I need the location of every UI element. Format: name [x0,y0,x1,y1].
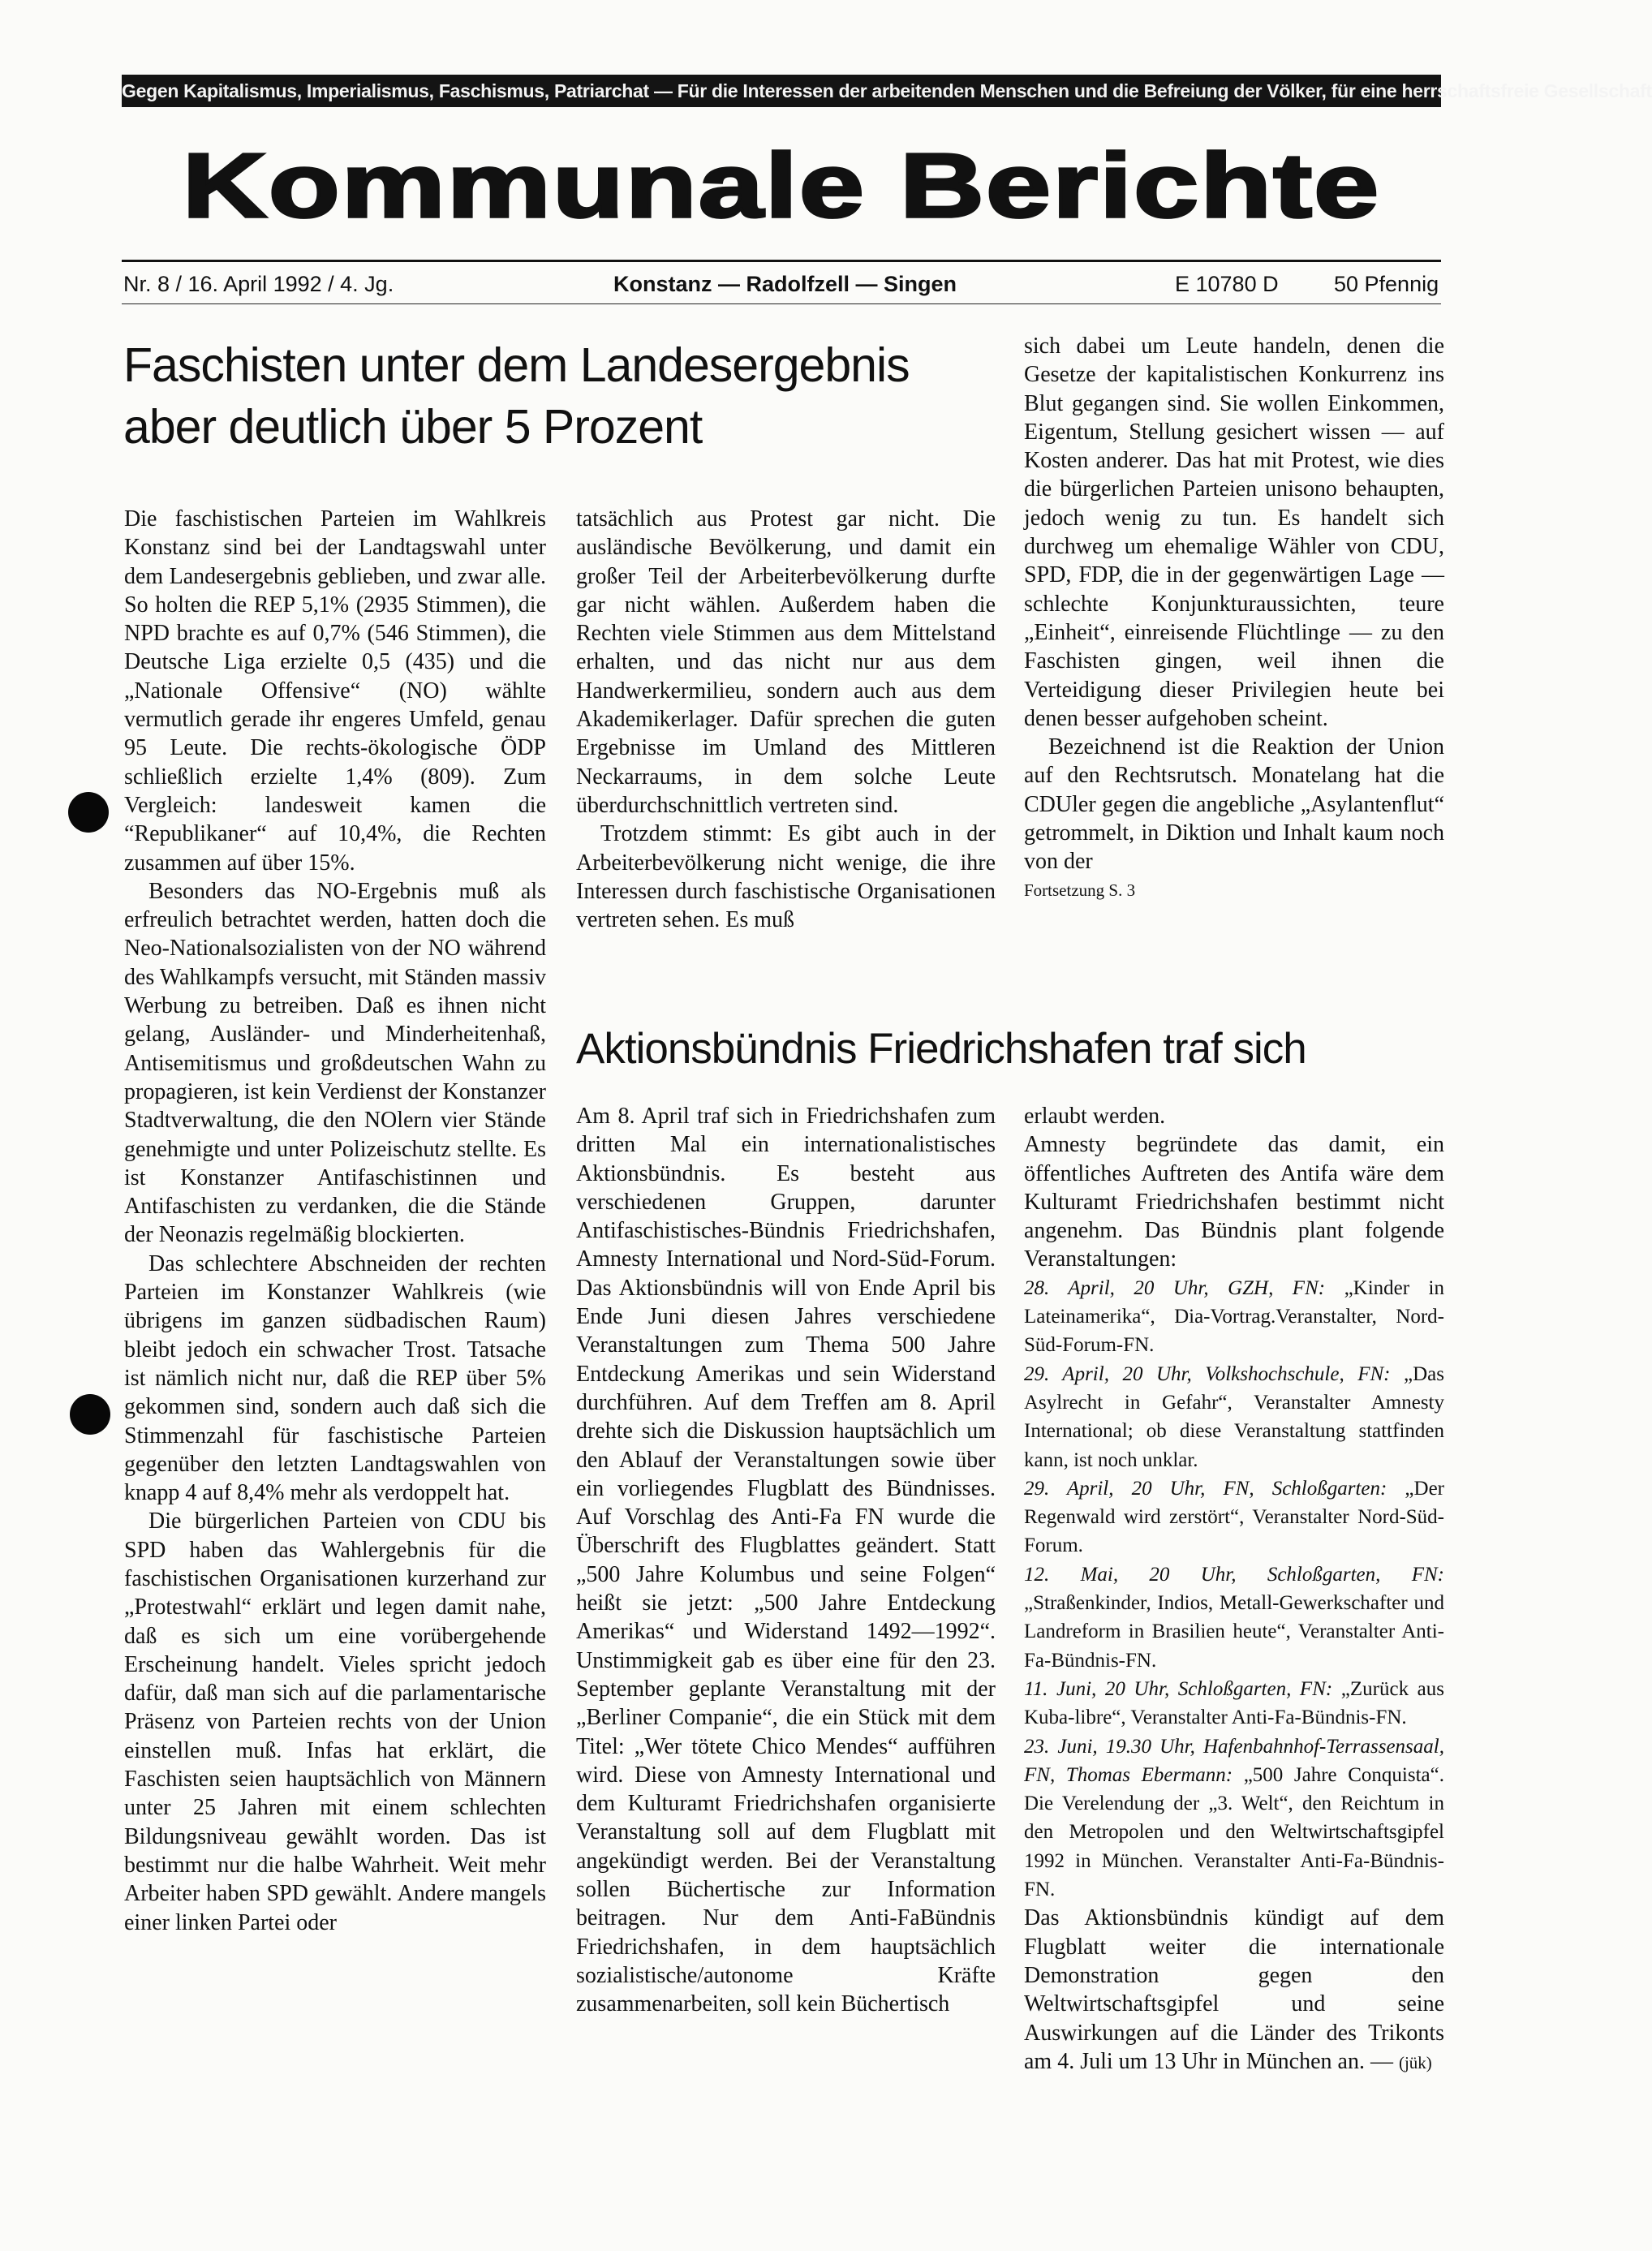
article1-paragraph: Trotzdem stimmt: Es gibt auch in der Arbeiterbevölkerung nicht wenige, die ihre Interessen durch faschistische Organisationen vertreten sehen. Es muß [576,821,996,933]
article1-headline: Faschisten unter dem Landesergebnis aber deutlich über 5 Prozent [123,338,910,454]
article1-paragraph: sich dabei um Leute handeln, denen die Gesetze der kapitalistischen Konkurrenz ins Blut gegangen sind. Sie wollen Einkommen, Eigentum, Stellung gesichert wissen — auf Kosten anderer. Das hat mit Protest, wie dies die bürgerlichen Parteien unisono behaupten, jedoch wenig zu tun. Es handelt sich durchweg um ehemalige Wähler von CDU, SPD, FDP, die in der gegenwärtigen Lage — schlechte Konjunkturaussichten, teure „Einheit“, einreisende Flüchtlinge — zu den Faschisten gingen, weil ihnen die Verteidigung dieser Privilegien heute bei denen besser aufgehoben scheint. [1024,334,1444,731]
punch-hole [68,792,109,833]
event-when: 29. April, 20 Uhr, Volkshochschule, FN: [1024,1362,1391,1385]
event-what: „Zurück aus Kuba-libre“, Veranstalter Anti-Fa-Bündnis-FN. [1024,1677,1444,1729]
price-label: 50 Pfennig [1334,272,1439,296]
event-when: 29. April, 20 Uhr, FN, Schloßgarten: [1024,1477,1387,1500]
article1-paragraph: tatsächlich aus Protest gar nicht. Die ausländische Bevölkerung, und damit ein großer Teil der Arbeiterbevölkerung durfte gar nicht wählen. Außerdem haben die Rechten viele Stimmen aus dem Mittelstand erhalten, und das nicht nur aus dem Handwerkermilieu, sondern auch aus dem Akademikerlager. Dafür sprechen die guten Ergebnisse im Umland des Mittleren Neckarraums, in dem solche Leute überdurchschnittlich vertreten sind. [576,506,996,818]
event-item [1024,1560,1444,1675]
event-item [1024,1360,1444,1474]
event-item [1024,1274,1444,1360]
article2-headline: Aktionsbündnis Friedrichshafen traf sich [576,1025,1306,1073]
author-initials: (jük) [1398,2052,1432,2072]
region-line: Konstanz — Radolfzell — Singen [613,272,957,296]
article1-paragraph: Die faschistischen Parteien im Wahlkreis Konstanz sind bei der Landtagswahl unter dem Landesergebnis geblieben, und zwar alle. So holten die REP 5,1% (2935 Stimmen), die NPD brachte es auf 0,7% (546 Stimmen), die Deutsche Liga erzielte 0,5 (435) und die „Nationale Offensive“ (NO) wählte vermutlich gerade ihr engeres Umfeld, genau 95 Leute. Die rechts-ökologische ÖDP schließlich erzielte 1,4% (809). Zum Vergleich: landesweit kamen die “Republikaner“ auf 10,4%, die Rechten zusammen auf über 15%. [124,506,546,876]
info-rule [122,303,1441,304]
event-what: „Straßenkinder, Indios, Metall-Gewerkschafter und Landreform in Brasilien heute“, Veranstalter Anti-Fa-Bündnis-FN. [1024,1592,1444,1672]
event-item [1024,1732,1444,1905]
event-what: „500 Jahre Conquista“. Die Verelendung der „3. Welt“, den Reichtum in den Metropolen und den Weltwirtschaftsgipfel 1992 in München. Veranstalter Anti-Fa-Bündnis-FN. [1024,1763,1444,1901]
masthead-rule [122,260,1441,262]
event-when: 11. Juni, 20 Uhr, Schloßgarten, FN: [1024,1677,1333,1700]
event-item [1024,1675,1444,1732]
article2-column-1 [576,1102,996,2019]
event-when: 23. Juni, 19.30 Uhr, Hafenbahnhof-Terrassensaal, FN, Thomas Ebermann: [1024,1735,1444,1786]
article1-column-3 [1024,332,1444,905]
event-what: „Kinder in Lateinamerika“, Dia-Vortrag.Veranstalter, Nord-Süd-Forum-FN. [1024,1276,1444,1357]
masthead-title: Kommunale Berichte [182,134,1381,237]
event-what: „Das Asylrecht in Gefahr“, Veranstalter Amnesty International; ob diese Veranstaltung stattfinden kann, ist noch unklar. [1024,1362,1444,1471]
closing-text: Das Aktionsbündnis kündigt auf dem Flugblatt weiter die internationale Demonstration gegen den Weltwirtschaftsgipfel und seine Auswirkungen auf die Länder des Trikonts am 4. Juli um 13 Uhr in München an. — [1024,1905,1444,2074]
issue-info: Nr. 8 / 16. April 1992 / 4. Jg. [123,272,394,296]
event-when: 28. April, 20 Uhr, GZH, FN: [1024,1276,1326,1299]
event-when: 12. Mai, 20 Uhr, Schloßgarten, FN: [1024,1563,1444,1586]
article2-column-2 [1024,1102,1444,2077]
article2-closing [1024,1904,1444,2077]
article1-column-2 [576,505,996,934]
event-what: „Der Regenwald wird zerstört“, Veranstalter Nord-Süd-Forum. [1024,1477,1444,1557]
article1-paragraph: Bezeichnend ist die Reaktion der Union auf den Rechtsrutsch. Monatelang hat die CDUler gegen die angebliche „Asylantenflut“ getrommelt, in Diktion und Inhalt kaum noch von der [1024,734,1444,875]
motto-banner: Gegen Kapitalismus, Imperialismus, Faschismus, Patriarchat — Für die Interessen der arbeitenden Menschen und die Befreiung der Völker, für eine herrschaftsfreie Gesellschaft [122,75,1441,107]
article2-paragraph: erlaubt werden. [1024,1104,1166,1129]
article1-paragraph: Besonders das NO-Ergebnis muß als erfreulich betrachtet werden, hatten doch die Neo-Nationalsozialisten von der NO während des Wahlkampfs versucht, mit Ständen massiv Werbung zu betreiben. Daß es ihnen nicht gelang, Ausländer- und Minderheitenhaß, Antisemitismus und großdeutschen Wahn zu propagieren, ist kein Verdienst der Konstanzer Stadtverwaltung, die den NOlern vier Stände genehmigte und unter Polizeischutz stellte. Es ist Konstanzer Antifaschistinnen und Antifaschisten zu verdanken, die die Stände der Neonazis regelmäßig blockierten. [124,878,546,1248]
continuation-note[interactable]: Fortsetzung S. 3 [1024,880,1136,900]
article2-paragraph: Amnesty begründete das damit, ein öffentliches Auftreten des Antifa wäre dem Kulturamt Friedrichshafen bestimmt nicht angenehm. Das Bündnis plant folgende Veranstaltungen: [1024,1132,1444,1272]
article1-paragraph: Das schlechtere Abschneiden der rechten Parteien im Konstanzer Wahlkreis (wie übrigens im ganzen südbadischen Raum) bleibt jedoch ein schwacher Trost. Tatsache ist nämlich nicht nur, daß die REP über 5% gekommen sind, sondern auch daß sich die Stimmenzahl für faschistische Parteien gegenüber den letzten Landtagswahlen von knapp 4 auf 8,4% mehr als verdoppelt hat. [124,1250,546,1506]
punch-hole [70,1394,110,1435]
article1-column-1 [124,505,546,1937]
postal-code: E 10780 D [1175,272,1279,296]
event-item [1024,1474,1444,1560]
article1-paragraph: Die bürgerlichen Parteien von CDU bis SPD haben das Wahlergebnis für die faschistischen Organisationen kurzerhand zur „Protestwahl“ erklärt und legen damit nahe, daß es sich um eine vorübergehende Erscheinung handelt. Vieles spricht jedoch dafür, daß man sich auf die parlamentarische Präsenz von Parteien rechts von der Union einstellen muß. Infas hat erklärt, die Faschisten seien hauptsächlich von Männern unter 25 Jahren mit einem schlechten Bildungsniveau gewählt worden. Das ist bestimmt nur die halbe Wahrheit. Weit mehr Arbeiter haben SPD gewählt. Andere mangels einer linken Partei oder [124,1509,546,1935]
article2-paragraph: Am 8. April traf sich in Friedrichshafen zum dritten Mal ein internationalistisches Aktionsbündnis. Es besteht aus verschiedenen Gruppen, darunter Antifaschistisches-Bündnis Friedrichshafen, Amnesty International und Nord-Süd-Forum. Das Aktionsbündnis will von Ende April bis Ende Juni diesen Jahres verschiedene Veranstaltungen zum Thema 500 Jahre Entdeckung Amerikas und sein Widerstand durchführen. Auf dem Treffen am 8. April drehte sich die Diskussion hauptsächlich um den Ablauf der Veranstaltungen sowie über ein vorliegendes Flugblatt des Bündnisses. Auf Vorschlag des Anti-Fa FN wurde die Überschrift des Flugblattes geändert. Statt „500 Jahre Kolumbus und seine Folgen“ heißt sie jetzt: „500 Jahre Entdeckung Amerikas“ und Widerstand 1492—1992“. Unstimmigkeit gab es über eine für den 23. September geplante Veranstaltung mit der „Berliner Companie“, die ein Stück mit dem Titel: „Wer tötete Chico Mendes“ aufführen wird. Diese von Amnesty International und dem Kulturamt Friedrichshafen organisierte Veranstaltung soll auf dem Flugblatt mit angekündigt werden. Bei der Veranstaltung sollen Büchertische zur Information beitragen. Nur dem Anti-FaBündnis Friedrichshafen, in dem hauptsächlich sozialistische/autonome Kräfte zusammenarbeiten, soll kein Büchertisch [576,1104,996,2017]
